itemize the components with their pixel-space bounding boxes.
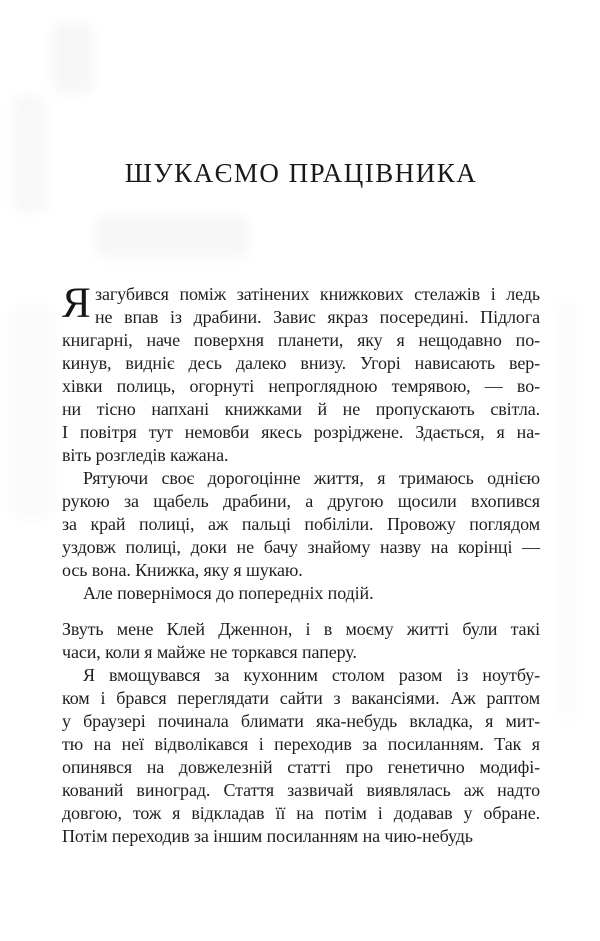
- text-line: уздовж полиці, доки не бачу знайому назву на корінці —: [62, 537, 540, 557]
- text-line: тю на неї відволікався і переходив за посиланням. Так я: [62, 734, 540, 754]
- text-line: опинявся на довжелезній статті про генетично модифі-: [62, 757, 540, 777]
- text-line: ком і брався переглядати сайти з вакансіями. Аж раптом: [62, 688, 540, 708]
- text-line: книгарні, наче поверхня планети, яку я нещодавно по-: [62, 330, 540, 350]
- chapter-title: ШУКАЄМО ПРАЦІВНИКА: [124, 158, 478, 188]
- text-line: Але повернімося до попередніх подій.: [83, 583, 374, 603]
- text-line: ни тісно напхані книжками й не пропускають світла.: [62, 399, 540, 419]
- paragraph: [62, 582, 540, 605]
- bleed-artifact: [560, 300, 574, 720]
- text-line: довгою, тож я відкладав її на потім і додавав у обране.: [62, 803, 540, 823]
- text-line: Рятуючи своє дорогоцінне життя, я тримаюсь однією: [83, 468, 540, 488]
- bleed-artifact: [52, 22, 94, 94]
- text-line: рукою за щабель драбини, а другою щосили вхопився: [62, 491, 540, 511]
- text-line: часи, коли я майже не торкався паперу.: [62, 642, 357, 662]
- paragraph: [62, 467, 540, 582]
- text-line: не впав із драбини. Завис якраз посередині. Підлога: [95, 307, 540, 327]
- text-line: хівки полиць, огорнуті непроглядною темрявою, — во-: [62, 376, 540, 396]
- text-line: І повітря тут немовби якесь розріджене. Здається, я на-: [62, 422, 540, 442]
- text-line: Потім переходив за іншим посиланням на чию-небудь: [62, 826, 473, 846]
- drop-cap: Я: [62, 280, 91, 327]
- text-line: кований виноград. Стаття зазвичай виявлялась аж надто: [62, 780, 540, 800]
- text-line: ось вона. Книжка, яку я шукаю.: [62, 560, 303, 580]
- text-line: Звуть мене Клей Дженнон, і в моєму житті були такі: [62, 619, 540, 639]
- text-line: за край полиці, аж пальці побіліли. Провожу поглядом: [62, 514, 540, 534]
- text-line: віть розгледів кажана.: [62, 445, 229, 465]
- bleed-artifact: [95, 215, 250, 259]
- paragraph: [62, 618, 540, 664]
- paragraph: [62, 280, 540, 467]
- text-line: у браузері починала блимати яка-небудь вкладка, я мит-: [62, 711, 540, 731]
- bleed-artifact: [12, 305, 52, 520]
- text-line: Я вмощувався за кухонним столом разом із ноутбу-: [83, 665, 540, 685]
- paragraph: [62, 664, 540, 848]
- bleed-artifact: [12, 95, 48, 213]
- text-line: кинув, видніє десь далеко внизу. Угорі нависають вер-: [62, 353, 540, 373]
- text-line: загубився поміж затінених книжкових стелажів і ледь: [95, 284, 540, 304]
- body-text: [62, 280, 540, 848]
